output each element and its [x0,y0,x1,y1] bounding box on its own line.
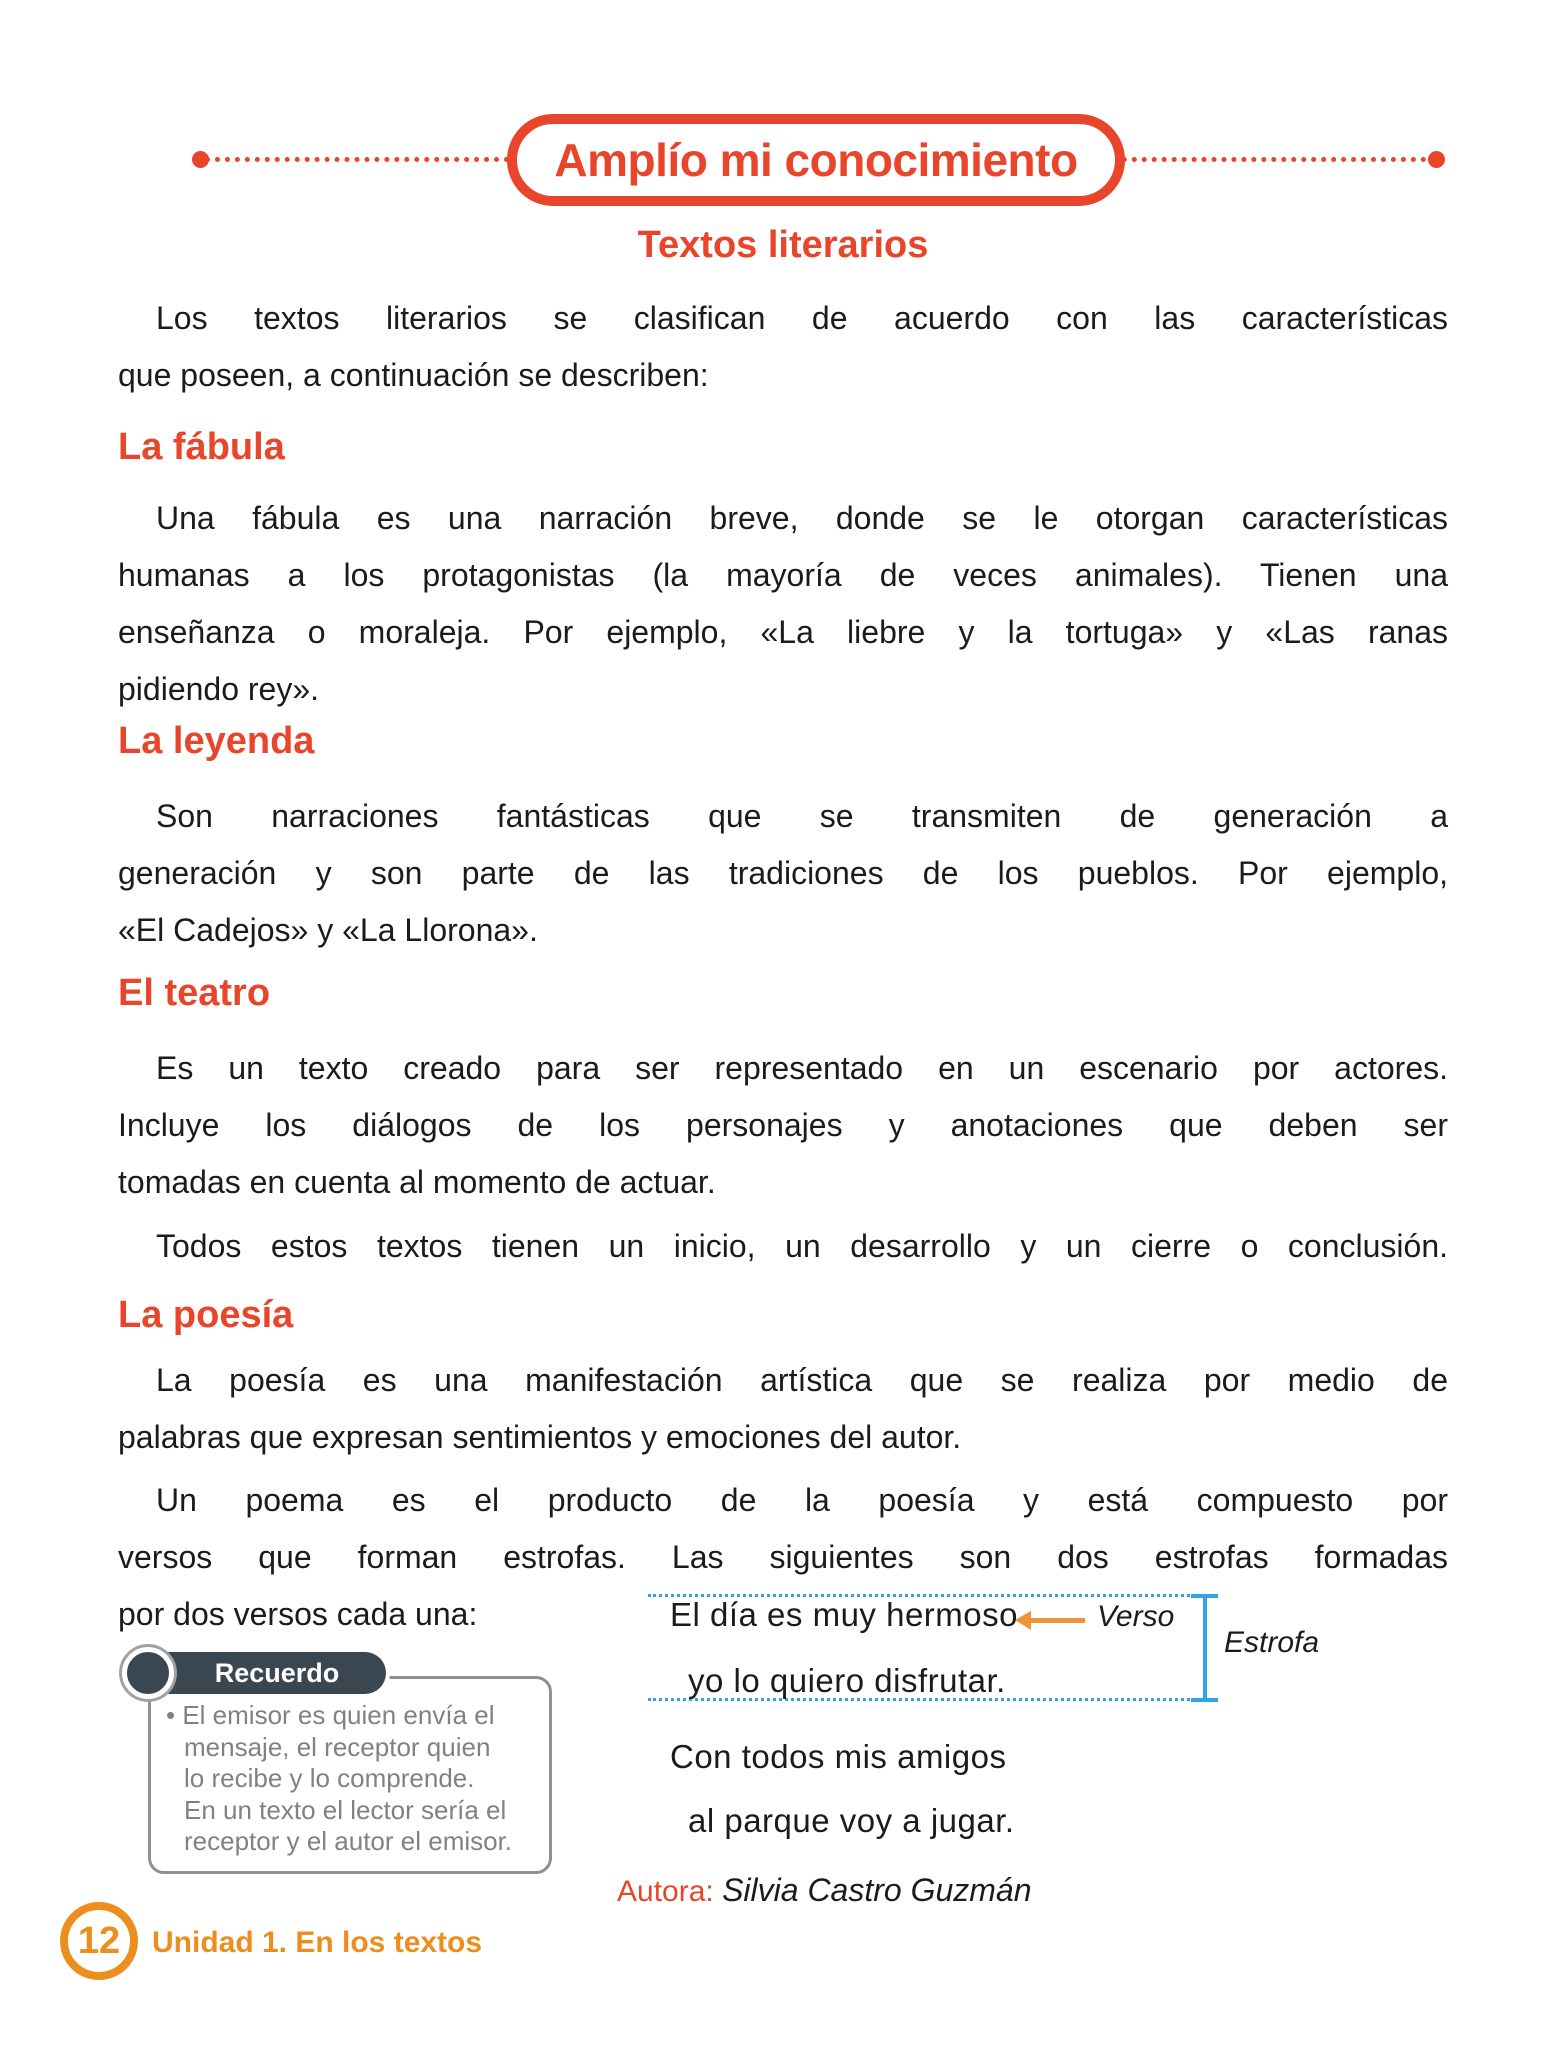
recuerdo-text-line: mensaje, el receptor quien [184,1731,491,1762]
recuerdo-circle-icon [122,1647,174,1699]
paragraph-teatro [118,1040,1448,1211]
text-line: Todos estos textos tienen un inicio, un desarrollo y un cierre o conclusión. [156,1228,1448,1264]
text-line: Una fábula es una narración breve, donde se le otorgan características [156,500,1448,536]
recuerdo-text-line: lo recibe y lo comprende. [184,1763,475,1793]
recuerdo-title: Recuerdo [214,1657,340,1688]
text-line: enseñanza o moraleja. Por ejemplo, «La liebre y la tortuga» y «Las ranas [118,614,1448,650]
recuerdo-body [166,1700,532,1858]
text-line: por dos versos cada una: [118,1596,478,1632]
text-line: que poseen, a continuación se describen: [118,357,709,393]
page-subtitle: Textos literarios [637,224,929,266]
verso-arrow-icon [1030,1618,1085,1623]
banner-title: Amplío mi conocimiento [554,134,1078,186]
text-line: generación y son parte de las tradiciones de los pueblos. Por ejemplo, [118,855,1448,891]
estrofa-bracket-bottom-cap [1191,1698,1218,1702]
verso-label: Verso [1097,1600,1175,1633]
recuerdo-text-line: receptor y el autor el emisor. [184,1826,513,1856]
recuerdo-text-line: En un texto el lector sería el [184,1794,507,1825]
text-line: Un poema es el producto de la poesía y está compuesto por [156,1482,1448,1518]
banner-dot-right-icon [1428,151,1445,168]
heading-la-poesia: La poesía [118,1294,294,1336]
banner-dot-left-icon [192,151,209,168]
paragraph-leyenda [118,788,1448,959]
banner-capsule [507,114,1125,206]
text-line: Incluye los diálogos de los personajes y anotaciones que deben ser [118,1107,1448,1143]
author-line [617,1872,1032,1909]
author-prefix: Autora: [617,1875,714,1908]
page-number-badge [60,1902,138,1980]
poem-line: El día es muy hermoso [670,1596,1018,1633]
paragraph-todos [118,1218,1448,1275]
poem-line: yo lo quiero disfrutar. [688,1662,1006,1699]
recuerdo-text-line: • El emisor es quien envía el [166,1700,495,1730]
poem-line: Con todos mis amigos [670,1738,1007,1775]
text-line: Es un texto creado para ser representado en un escenario por actores. [156,1050,1448,1086]
poem-line: al parque voy a jugar. [688,1802,1015,1839]
text-line: palabras que expresan sentimientos y emociones del autor. [118,1419,962,1455]
page-number: 12 [77,1919,121,1962]
intro-paragraph [118,290,1448,404]
heading-el-teatro: El teatro [118,972,271,1014]
text-line: Los textos literarios se clasifican de acuerdo con las características [156,300,1448,336]
paragraph-fabula [118,490,1448,718]
text-line: Son narraciones fantásticas que se transmiten de generación a [156,798,1448,834]
heading-la-leyenda: La leyenda [118,720,315,762]
text-line: humanas a los protagonistas (la mayoría de veces animales). Tienen una [118,557,1448,593]
text-line: pidiendo rey». [118,671,320,707]
estrofa-bracket-top-cap [1191,1594,1218,1598]
text-line: La poesía es una manifestación artística que se realiza por medio de [156,1362,1448,1398]
text-line: tomadas en cuenta al momento de actuar. [118,1164,716,1200]
recuerdo-header [140,1652,386,1694]
heading-la-fabula: La fábula [118,426,285,468]
text-line: «El Cadejos» y «La Llorona». [118,912,538,948]
paragraph-poesia [118,1352,1448,1466]
estrofa-bracket [1203,1594,1207,1702]
estrofa-label: Estrofa [1224,1626,1320,1659]
author-name: Silvia Castro Guzmán [722,1872,1032,1908]
text-line: versos que forman estrofas. Las siguientes son dos estrofas formadas [118,1539,1448,1575]
unit-label: Unidad 1. En los textos [152,1926,483,1959]
